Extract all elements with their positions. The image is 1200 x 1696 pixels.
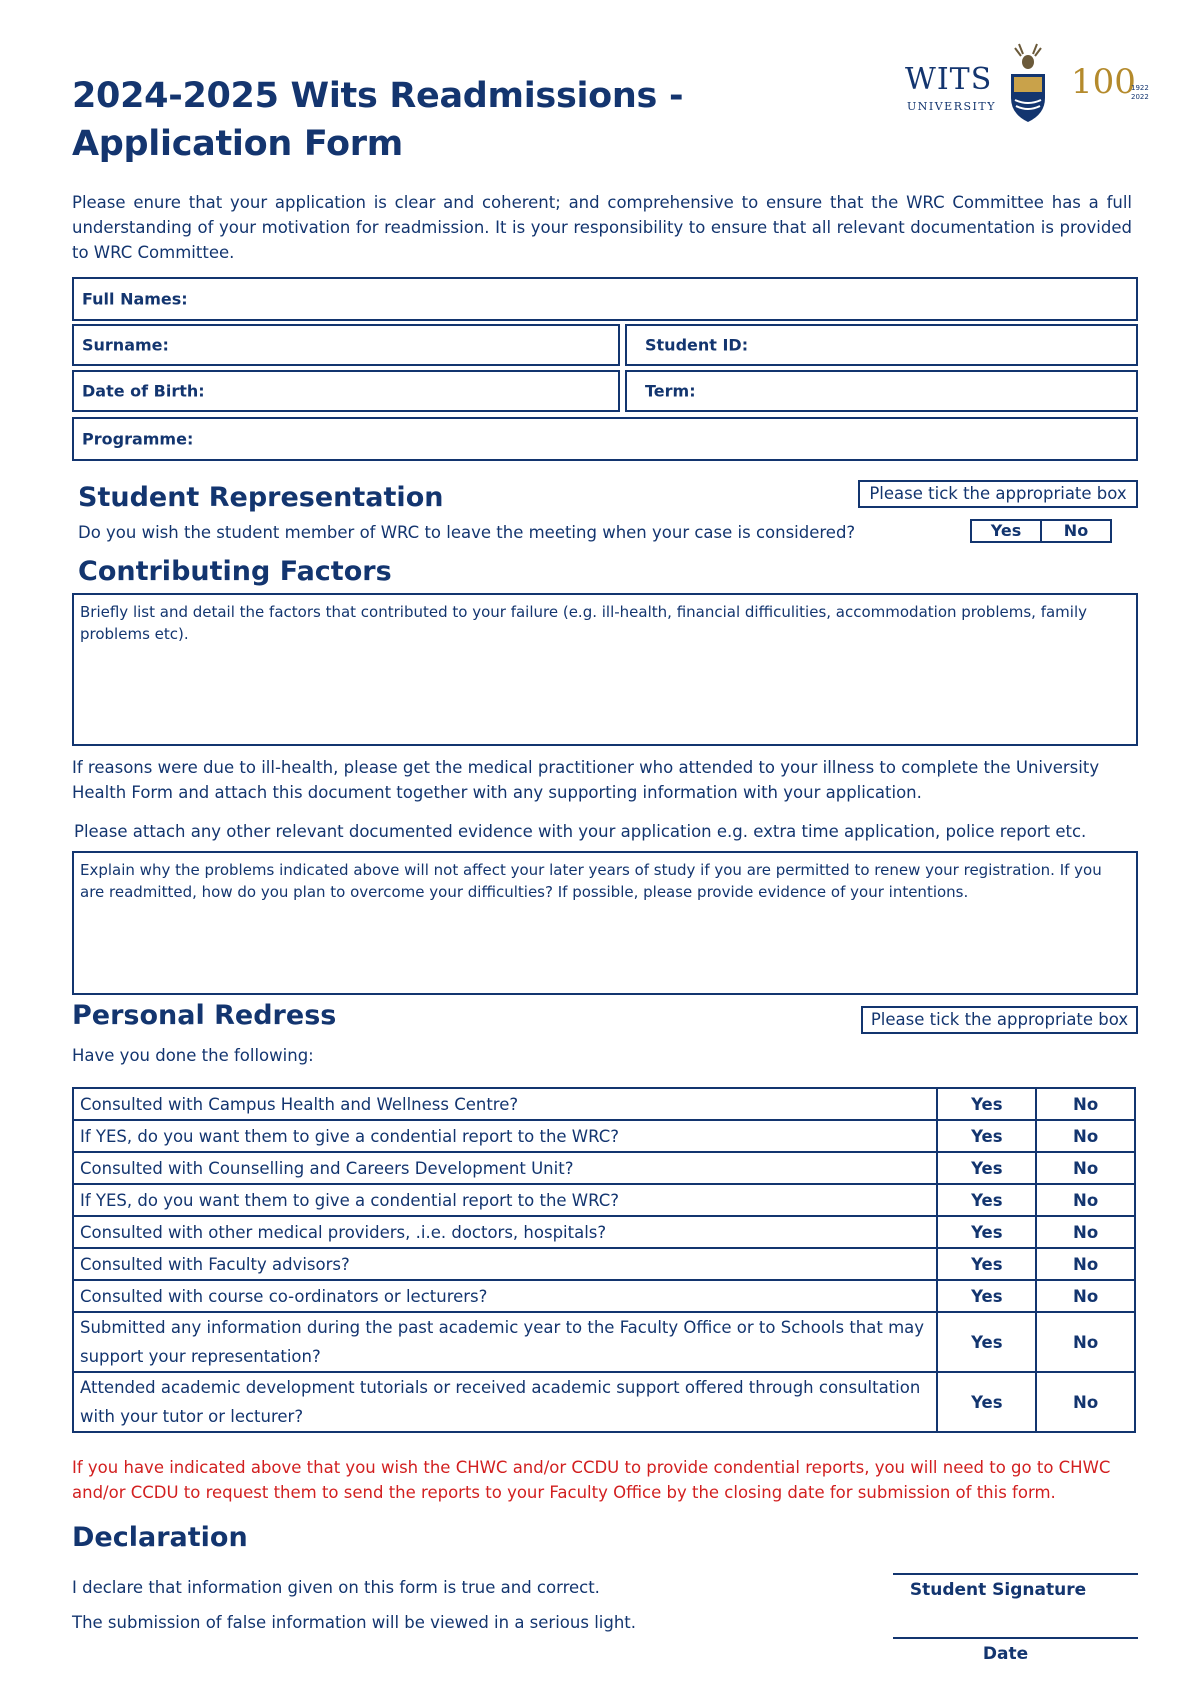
redress-table <box>72 1087 1136 1433</box>
redress-question: Consulted with Faculty advisors? <box>73 1248 937 1280</box>
redress-no-cell[interactable]: No <box>1036 1088 1135 1120</box>
redress-question: Consulted with course co-ordinators or lecturers? <box>73 1280 937 1312</box>
representation-question: Do you wish the student member of WRC to leave the meeting when your case is considered? <box>78 523 856 542</box>
crest-icon <box>1005 40 1051 124</box>
signature-label: Student Signature <box>909 1580 1087 1600</box>
date-of-birth-label: Date of Birth: <box>82 381 205 401</box>
logo-subtitle: UNIVERSITY <box>907 100 996 113</box>
tick-hint-representation: Please tick the appropriate box <box>858 480 1138 508</box>
redress-no-cell[interactable]: No <box>1036 1372 1135 1432</box>
contributing-factors-heading: Contributing Factors <box>78 556 392 587</box>
logo-year-top: 1922 <box>1131 84 1149 92</box>
redress-no-cell[interactable]: No <box>1036 1152 1135 1184</box>
plan-explanation-prompt: Explain why the problems indicated above will not affect your later years of study if you are permitted to renew your registration. If you are readmitted, how do you plan to overcome your difficulties? If possible, please provide evidence of your intentions. <box>80 861 1102 901</box>
redress-no-cell[interactable]: No <box>1036 1248 1135 1280</box>
redress-question: Consulted with Campus Health and Wellness Centre? <box>73 1088 937 1120</box>
redress-question: If YES, do you want them to give a condential report to the WRC? <box>73 1120 937 1152</box>
redress-yes-cell[interactable]: Yes <box>937 1372 1036 1432</box>
redress-yes-cell[interactable]: Yes <box>937 1312 1036 1372</box>
redress-question: Attended academic development tutorials or received academic support offered through consultation with your tutor or lecturer? <box>73 1372 937 1432</box>
redress-no-cell[interactable]: No <box>1036 1312 1135 1372</box>
redress-question: Consulted with other medical providers, .i.e. doctors, hospitals? <box>73 1216 937 1248</box>
title-line-2: Application Form <box>72 124 403 164</box>
redress-question: Submitted any information during the past academic year to the Faculty Office or to Schools that may support your representation? <box>73 1312 937 1372</box>
table-row <box>73 1248 1135 1280</box>
table-row <box>73 1088 1135 1120</box>
logo-wordmark: WITS <box>905 62 993 97</box>
table-row <box>73 1120 1135 1152</box>
student-id-label: Student ID: <box>645 335 749 355</box>
table-row <box>73 1280 1135 1312</box>
redress-yes-cell[interactable]: Yes <box>937 1184 1036 1216</box>
title-line-1: 2024-2025 Wits Readmissions - <box>72 76 684 116</box>
logo-centenary: 100 <box>1071 62 1136 102</box>
redress-yes-cell[interactable]: Yes <box>937 1216 1036 1248</box>
tick-hint-redress: Please tick the appropriate box <box>861 1006 1138 1034</box>
term-label: Term: <box>645 381 696 401</box>
redress-question: Consulted with Counselling and Careers Development Unit? <box>73 1152 937 1184</box>
redress-question: If YES, do you want them to give a condential report to the WRC? <box>73 1184 937 1216</box>
personal-redress-heading: Personal Redress <box>72 1000 337 1031</box>
redress-no-cell[interactable]: No <box>1036 1216 1135 1248</box>
declaration-line-1: I declare that information given on this form is true and correct. <box>72 1578 600 1597</box>
term-field[interactable] <box>625 370 1138 412</box>
table-row <box>73 1184 1135 1216</box>
representation-yes-box[interactable]: Yes <box>970 519 1042 543</box>
table-row <box>73 1372 1135 1432</box>
declaration-heading: Declaration <box>72 1522 248 1553</box>
student-id-field[interactable] <box>625 324 1138 366</box>
redress-no-cell[interactable]: No <box>1036 1280 1135 1312</box>
plan-explanation-textarea[interactable] <box>72 851 1138 995</box>
full-names-label: Full Names: <box>82 289 188 309</box>
table-row <box>73 1216 1135 1248</box>
intro-paragraph: Please enure that your application is clear and coherent; and comprehensive to ensure that the WRC Committee has a full understanding of your motivation for readmission. It is your responsibility to ensure that all relevant documentation is provided to WRC Committee. <box>72 193 1132 262</box>
surname-label: Surname: <box>82 335 169 355</box>
table-row <box>73 1152 1135 1184</box>
contributing-factors-prompt: Briefly list and detail the factors that contributed to your failure (e.g. ill-health, financial difficulities, accommodation problems, family problems etc). <box>80 603 1087 643</box>
representation-no-box[interactable]: No <box>1040 519 1112 543</box>
ill-health-note: If reasons were due to ill-health, please get the medical practitioner who attended to your illness to complete the University Health Form and attach this document together with any supporting information with your application. <box>72 758 1100 802</box>
redress-yes-cell[interactable]: Yes <box>937 1248 1036 1280</box>
date-of-birth-field[interactable] <box>72 370 620 412</box>
evidence-note: Please attach any other relevant documented evidence with your application e.g. extra time application, police report etc. <box>74 822 1087 841</box>
date-line[interactable] <box>893 1637 1138 1639</box>
full-names-field[interactable] <box>72 277 1138 321</box>
wits-logo <box>905 40 1149 125</box>
redress-yes-cell[interactable]: Yes <box>937 1088 1036 1120</box>
redress-yes-cell[interactable]: Yes <box>937 1152 1036 1184</box>
redress-yes-cell[interactable]: Yes <box>937 1120 1036 1152</box>
surname-field[interactable] <box>72 324 620 366</box>
logo-year-bottom: 2022 <box>1131 93 1149 101</box>
programme-field[interactable] <box>72 417 1138 461</box>
confidential-report-warning: If you have indicated above that you wish the CHWC and/or CCDU to provide condential reports, you will need to go to CHWC and/or CCDU to request them to send the reports to your Faculty Office by the closing date for submission of this form. <box>72 1458 1111 1502</box>
date-label: Date <box>982 1644 1029 1664</box>
contributing-factors-textarea[interactable] <box>72 593 1138 746</box>
redress-no-cell[interactable]: No <box>1036 1184 1135 1216</box>
student-representation-heading: Student Representation <box>78 482 444 513</box>
redress-no-cell[interactable]: No <box>1036 1120 1135 1152</box>
signature-line[interactable] <box>893 1573 1138 1575</box>
programme-label: Programme: <box>82 429 194 449</box>
page-title <box>72 72 683 168</box>
table-row <box>73 1312 1135 1372</box>
declaration-line-2: The submission of false information will be viewed in a serious light. <box>72 1613 637 1632</box>
redress-subheading: Have you done the following: <box>72 1046 314 1065</box>
redress-yes-cell[interactable]: Yes <box>937 1280 1036 1312</box>
